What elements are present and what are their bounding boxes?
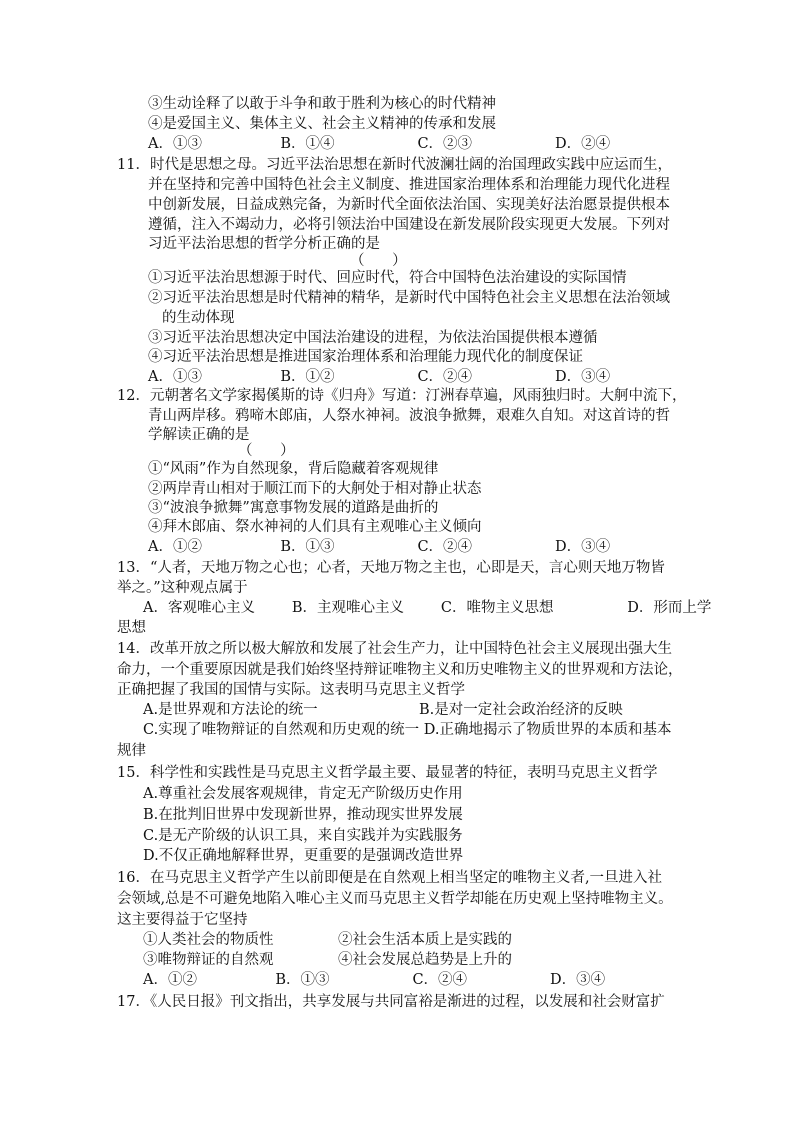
text-line: 习近平法治思想的哲学分析正确的是 [148,236,380,252]
text-line: ④习近平法治思想是推进国家治理体系和治理能力现代化的制度保证 [148,349,583,365]
text-line: 青山两岸移。鸦啼木郎庙，人祭水神祠。波浪争掀舞，艰难久自知。对这首诗的哲 [148,408,670,424]
text-line: A.是世界观和方法论的统一 B.是对一定社会政治经济的反映 [143,702,623,718]
text-line: D.不仅正确地解释世界，更重要的是强调改造世界 [143,848,464,864]
text-line: ④是爱国主义、集体主义、社会主义精神的传承和发展 [148,116,496,132]
text-line: 会领域,总是不可避免地陷入唯心主义而马克思主义哲学却能在历史观上坚持唯物主义。 [117,891,673,907]
text-line: ②两岸青山相对于顺江而下的大舸处于相对静止状态 [148,481,482,497]
text-line: C.是无产阶级的认识工具，来自实践并为实践服务 [143,828,463,844]
text-line: ①“风雨”作为自然现象，背后隐藏着客观规律 [148,461,439,477]
text-line: 15．科学性和实践性是马克思主义哲学最主要、最显著的特征，表明马克思主义哲学 [117,765,658,781]
text-line: A．客观唯心主义 B．主观唯心主义 C．唯物主义思想 D．形而上学 [143,600,712,616]
text-line: 学解读正确的是 [148,427,250,443]
text-line: 正确把握了我国的国情与实际。这表明马克思主义哲学 [117,682,465,698]
text-line: 13．“人者，天地万物之心也；心者，天地万物之主也，心即是天，言心则天地万物皆 [117,560,665,576]
text-line: （ ） [350,253,407,269]
text-line: 并在坚持和完善中国特色社会主义制度、推进国家治理体系和治理能力现代化进程 [148,177,670,193]
text-line: ②习近平法治思想是时代精神的精华，是新时代中国特色社会主义思想在法治领域 [148,290,670,306]
text-line: 14．改革开放之所以极大解放和发展了社会生产力，让中国特色社会主义展现出强大生 [117,641,672,657]
text-line: 思想 [117,620,146,636]
text-line: 中创新发展，日益成熟完备，为新时代全面依法治国、实现美好法治愿景提供根本 [148,197,670,213]
text-line: 的生动体现 [162,310,235,326]
text-line: A.尊重社会发展客观规律，肯定无产阶级历史作用 [143,786,463,802]
text-line: A．①② B．①③ C．②④ D．③④ [148,539,611,555]
text-line: C.实现了唯物辩证的自然观和历史观的统一 D.正确地揭示了物质世界的本质和基本 [143,722,672,738]
text-line: （ ） [238,443,295,459]
text-line: A．①③ B．①② C．②④ D．③④ [148,369,611,385]
text-line: ①人类社会的物质性 ②社会生活本质上是实践的 [143,932,513,948]
text-line: 12．元朝著名文学家揭傒斯的诗《归舟》写道：汀洲春草遍，风雨独归时。大舸中流下， [117,388,687,404]
text-line: 17．《人民日报》刊文指出，共享发展与共同富裕是渐进的过程，以发展和社会财富扩 [117,994,665,1010]
text-line: 遵循，注入不竭动力，必将引领法治中国建设在新发展阶段实现更大发展。下列对 [148,217,670,233]
text-line: ①习近平法治思想源于时代、回应时代，符合中国特色法治建设的实际国情 [148,270,627,286]
text-line: ③生动诠释了以敢于斗争和敢于胜利为核心的时代精神 [148,96,496,112]
text-line: A．①③ B．①④ C．②③ D．②④ [148,136,611,152]
text-line: ③“波浪争掀舞”寓意事物发展的道路是曲折的 [148,500,439,516]
text-line: B.在批判旧世界中发现新世界，推动现实世界发展 [143,807,463,823]
text-line: ④拜木郎庙、祭水神祠的人们具有主观唯心主义倾向 [148,519,482,535]
text-line: 16．在马克思主义哲学产生以前即便是在自然观上相当坚定的唯物主义者,一旦进入社 [117,870,663,886]
text-line: ③习近平法治思想决定中国法治建设的进程，为依法治国提供根本遵循 [148,330,598,346]
text-line: A．①② B．①③ C．②④ D．③④ [143,972,606,988]
text-line: 举之。”这种观点属于 [117,580,248,596]
text-line: 11．时代是思想之母。习近平法治思想在新时代波澜壮阔的治国理政实践中应运而生， [117,157,672,173]
text-line: 这主要得益于它坚持 [117,912,248,928]
text-line: 规律 [117,743,146,759]
text-line: 命力，一个重要原因就是我们始终坚持辩证唯物主义和历史唯物主义的世界观和方法论， [117,662,683,678]
text-line: ③唯物辩证的自然观 ④社会发展总趋势是上升的 [143,952,513,968]
